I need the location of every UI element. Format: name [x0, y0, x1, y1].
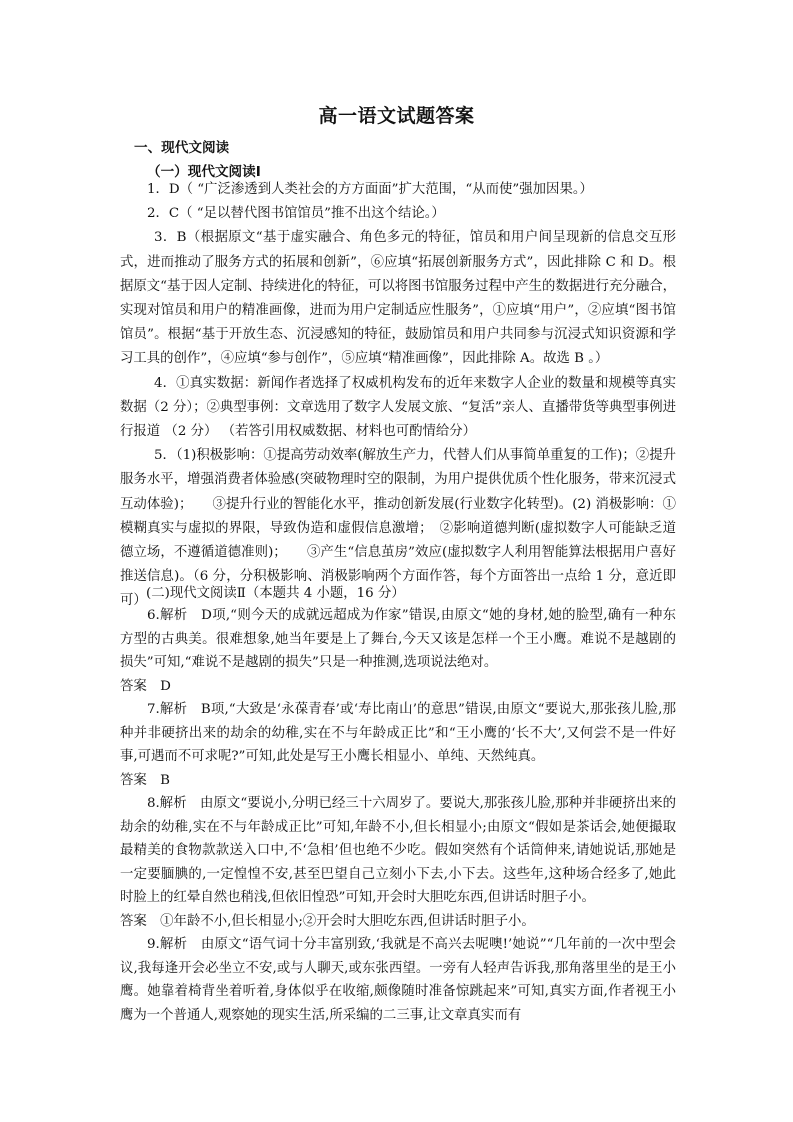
answer-3: 3．B（根据原文“基于虚实融合、角色多元的特征，馆员和用户间呈现新的信息交互形式，进而推动了服务方式的拓展和创新”，⑥应填“拓展创新服务方式”，因此排除 C 和 D。根据原文“基于因人定制、持续进化的特征，可以将图书馆服务过程中产生的数据进行充分融合，实现对馆员和用户的精准画像，进而为用户定制适应性服务”，①应填“用户”，②应填“图书馆馆员”。根据“基于开放生态、沉浸感知的特征，鼓励馆员和用户共同参与沉浸式知识资源和学习工具的创作”，④应填“参与创作”，⑤应填“精准画像”，因此排除 A。故选 B 。） [120, 230, 676, 367]
answer-1: 1．D（ “广泛渗透到人类社会的方方面面”扩大范围，“从而使”强加因果。） [147, 182, 593, 197]
section1-answers [120, 178, 676, 614]
section-heading-modern-reading: 一、现代文阅读 [134, 140, 230, 156]
answer-8: 答案 ①年龄不小,但长相显小;②开会时大胆吃东西,但讲话时胆子小。 [120, 913, 535, 929]
answer-5: 5．（1)积极影响：①提高劳动效率(解放生产力，代替人们从事简单重复的工作)；②提升服务水平，增强消费者体验感(突破物理时空的限制，为用户提供优质个性化服务，带来沉浸式互动体验)； ③提升行业的智能化水平，推动创新发展(行业数字化转型)。(2) 消极影响：①模糊真实与虚拟的界限，导致伪造和虚假信息激增； ②影响道德判断(虚拟数字人可能缺乏道德立场，不遵循道德准则)； ③产生“信息茧房”效应(虚拟数字人利用智能算法根据用户喜好推送信息)。（6 分，分积极影响、消极影响两个方面作答，每个方面答出一点给 1 分，意近即可） [120, 448, 676, 609]
section2-answers [120, 604, 676, 1027]
subsection-heading-reading-2: (二)现代文阅读Ⅱ（本题共 4 小题，16 分） [146, 586, 405, 601]
answer-2: 2．C（ “足以替代图书馆馆员”推不出这个结论。） [147, 206, 445, 222]
page-title: 高一语文试题答案 [318, 105, 475, 127]
analysis-9: 9.解析 由原文“语气词十分丰富别致,‘我就是不高兴去呢噢!’她说”“几年前的一次中型会议,我每逢开会必坐立不安,或与人聊天,或东张西望。一旁有人轻声告诉我,那角落里坐的是王小鹰。她靠着椅背坐着听着,身体似乎在收缩,颇像随时准备惊跳起来”可知,真实方面,作者视王小鹰为一个普通人,观察她的现实生活,所采编的二三事,让文章真实而有 [120, 937, 676, 1023]
analysis-6: 6.解析 D项,“则今天的成就远超成为作家”错误,由原文“她的身材,她的脸型,确有一种东方型的古典美。很难想象,她当年要是上了舞台,今天又该是怎样一个王小鹰。难说不是越剧的损失”可知,“难说不是越剧的损失”只是一种推测,选项说法绝对。 [120, 608, 676, 670]
answer-7: 答案 B [120, 772, 171, 788]
analysis-7: 7.解析 B项,“大致是‘永葆青春’或‘寿比南山’的意思”错误,由原文“要说大,那张孩儿脸,那种并非硬挤出来的劫余的幼稚,实在不与年龄成正比”和“王小鹰的‘长不大’,又何尝不是一件好事,可遇而不可求呢?”可知,此处是写王小鹰长相显小、单纯、天然纯真。 [120, 702, 676, 764]
subsection-heading-reading-1: （一）现代文阅读Ⅰ [147, 164, 261, 180]
analysis-8: 8.解析 由原文“要说小,分明已经三十六周岁了。要说大,那张孩儿脸,那种并非硬挤出来的劫余的幼稚,实在不与年龄成正比”可知,年龄不小,但长相显小;由原文“假如是茶话会,她便撮取最精美的食物款款送入口中,不‘急相’但也绝不少吃。假如突然有个话筒伸来,请她说话,那她是一定要腼腆的,一定惶惶不安,甚至巴望自己立刻小下去,小下去。这些年,这种场合经多了,她此时脸上的红晕自然也稍浅,但依旧惶恐”可知,开会时大胆吃东西,但讲话时胆子小。 [120, 796, 676, 905]
answer-6: 答案 D [120, 678, 171, 694]
answer-4: 4．①真实数据：新闻作者选择了权威机构发布的近年来数字人企业的数量和规模等真实数据（2 分）；②典型事例：文章选用了数字人发展文旅、“复活”亲人、直播带货等典型事例进行报道 （2 分） （若答引用权威数据、材料也可酌情给分） [120, 375, 676, 440]
